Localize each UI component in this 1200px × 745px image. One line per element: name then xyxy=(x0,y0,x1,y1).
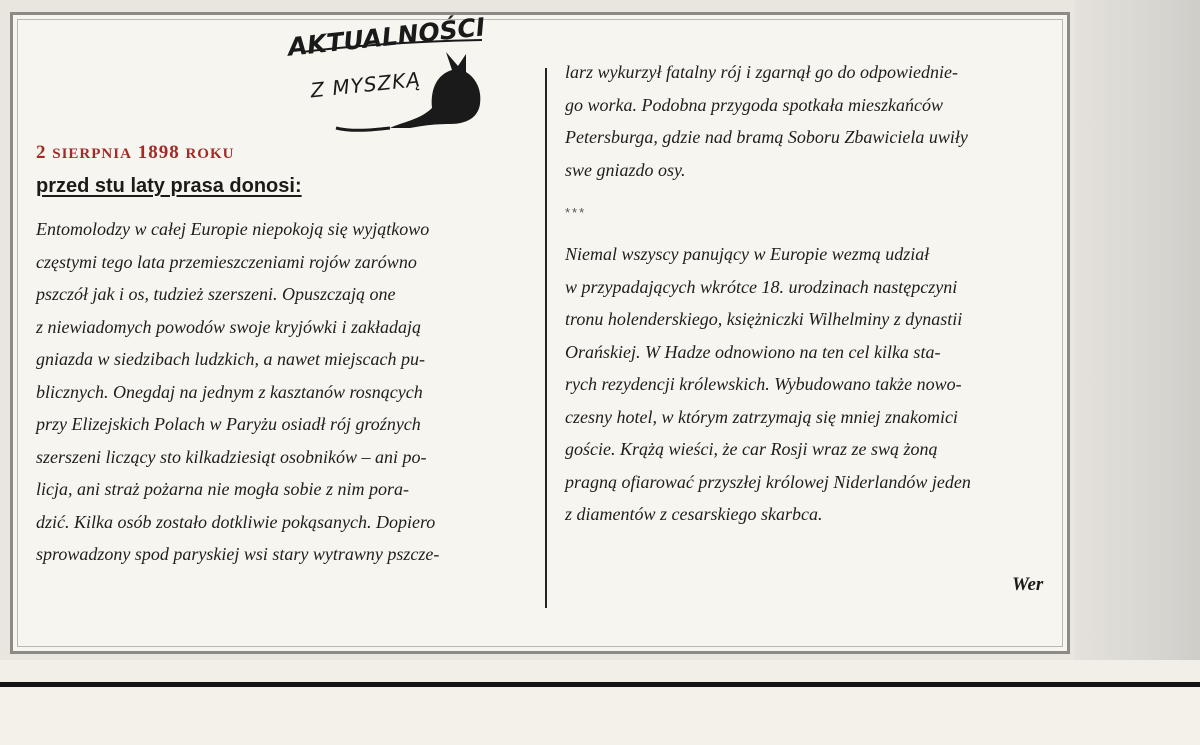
text-line: częstymi tego lata przemieszczeniami rojów zarówno xyxy=(36,251,417,272)
author-signature: Wer xyxy=(1012,574,1044,595)
text-line: Entomolodzy w całej Europie niepokoją się wyjątkowo xyxy=(36,219,430,239)
text-line: z niewiadomych powodów swoje kryjówki i zakładają xyxy=(36,316,421,337)
text-line: Orańskiej. W Hadze odnowiono na ten cel kilka sta- xyxy=(565,341,941,362)
text-line: licja, ani straż pożarna nie mogła sobie z nim pora- xyxy=(36,479,410,499)
text-line: rych rezydencji królewskich. Wybudowano także nowo- xyxy=(565,374,962,394)
text-line: czesny hotel, w którym zatrzymają się mniej znakomici xyxy=(565,406,958,427)
date-year: 1898 xyxy=(137,142,180,163)
logo-title: AKTUALNOŚCI xyxy=(286,12,487,62)
article-column-right-bottom xyxy=(565,238,1055,531)
text-line: blicznych. Onegdaj na jednym z kasztanów rosnących xyxy=(36,381,423,402)
article-column-left xyxy=(36,213,526,571)
text-line: larz wykurzył fatalny rój i zgarnął go do odpowiednie- xyxy=(565,62,958,82)
section-subheading: przed stu laty prasa donosi: xyxy=(36,175,302,197)
text-line: go worka. Podobna przygoda spotkała mieszkańców xyxy=(565,94,943,115)
article-column-right-top xyxy=(565,56,1055,186)
text-line: goście. Krążą wieści, że car Rosji wraz ze swą żoną xyxy=(565,439,938,459)
text-line: swe gniazdo osy. xyxy=(565,159,686,180)
text-line: gniazda w siedzibach ludzkich, a nawet miejscach pu- xyxy=(36,349,425,369)
bottom-rule xyxy=(0,682,1200,687)
column-divider xyxy=(545,68,547,608)
date-heading xyxy=(36,142,234,164)
text-line: Petersburga, gdzie nad bramą Soboru Zbawiciela uwiły xyxy=(565,127,968,147)
text-line: pszczół jak i os, tudzież szerszeni. Opuszczają one xyxy=(36,284,396,304)
date-suffix: ROKU xyxy=(185,146,235,162)
column-logo xyxy=(282,12,492,137)
text-line: Niemal wszyscy panujący w Europie wezmą udział xyxy=(565,244,930,264)
text-line: szerszeni liczący sto kilkadziesiąt osobników – ani po- xyxy=(36,446,427,467)
page-margin xyxy=(0,660,1200,682)
text-line: w przypadających wkrótce 18. urodzinach następczyni xyxy=(565,276,958,297)
section-separator: *** xyxy=(565,205,587,220)
text-line: sprowadzony spod paryskiej wsi stary wytrawny pszcze- xyxy=(36,544,440,564)
date-number: 2 xyxy=(36,142,47,163)
text-line: pragną ofiarować przyszłej królowej Niderlandów jeden xyxy=(565,471,971,492)
text-line: przy Elizejskich Polach w Paryżu osiadł rój groźnych xyxy=(36,414,421,434)
text-line: z diamentów z cesarskiego skarbca. xyxy=(565,504,823,524)
logo-subtitle: Z MYSZKĄ xyxy=(309,67,422,103)
text-line: tronu holenderskiego, księżniczki Wilhelminy z dynastii xyxy=(565,309,963,329)
page-edge xyxy=(1075,0,1200,660)
date-month: SIERPNIA xyxy=(52,146,132,162)
text-line: dzić. Kilka osób zostało dotkliwie pokąsanych. Dopiero xyxy=(36,511,436,532)
